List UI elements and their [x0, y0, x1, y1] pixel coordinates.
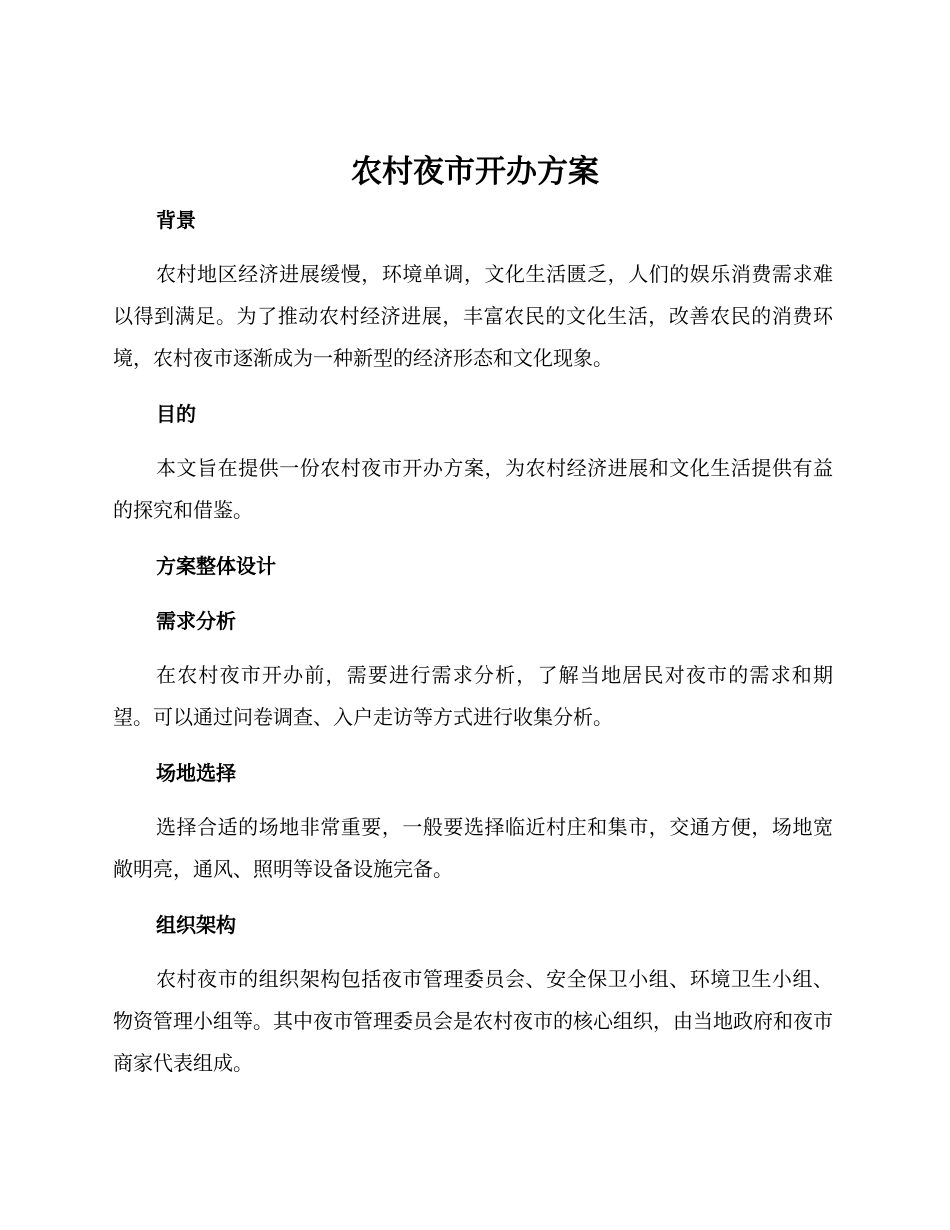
section-heading-background: 背景: [156, 208, 196, 232]
section-heading-purpose: 目的: [156, 402, 196, 426]
section-body-background: 农村地区经济进展缓慢，环境单调，文化生活匮乏，人们的娱乐消费需求难以得到满足。为了推动农村经济进展，丰富农民的文化生活，改善农民的消费环境，农村夜市逐渐成为一种新型的经济形态和文化现象。: [113, 262, 833, 370]
section-body-purpose: 本文旨在提供一份农村夜市开办方案，为农村经济进展和文化生活提供有益的探究和借鉴。: [113, 456, 833, 522]
section-body-organization: 农村夜市的组织架构包括夜市管理委员会、安全保卫小组、环境卫生小组、物资管理小组等。其中夜市管理委员会是农村夜市的核心组织，由当地政府和夜市商家代表组成。: [113, 967, 833, 1075]
document-title: 农村夜市开办方案: [351, 154, 599, 190]
section-body-site-selection: 选择合适的场地非常重要，一般要选择临近村庄和集市，交通方便，场地宽敞明亮，通风、照明等设备设施完备。: [113, 815, 833, 881]
section-heading-needs-analysis: 需求分析: [156, 609, 236, 633]
section-heading-overall-design: 方案整体设计: [156, 554, 276, 578]
section-body-needs-analysis: 在农村夜市开办前，需要进行需求分析，了解当地居民对夜市的需求和期望。可以通过问卷调查、入户走访等方式进行收集分析。: [113, 663, 833, 729]
section-heading-organization: 组织架构: [156, 913, 236, 937]
section-heading-site-selection: 场地选择: [156, 761, 236, 785]
